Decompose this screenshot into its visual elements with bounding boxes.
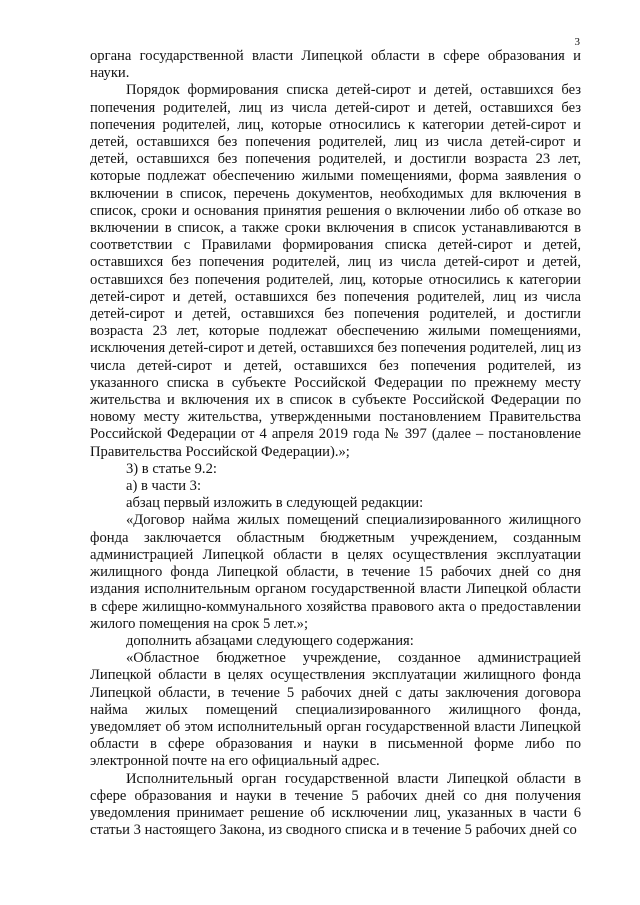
paragraph-exclusion: Исполнительный орган государственной власти Липецкой области в сфере образования и науки в течение 5 рабочих дней со дня получения уведомления принимает решение об исключении лиц, указанных в части 6 статьи 3 настоящего Закона, из сводного списка и в течение 5 рабочих дней со	[90, 770, 581, 839]
paragraph-notification: «Областное бюджетное учреждение, созданное администрацией Липецкой области в целях осуществления эксплуатации жилищного фонда Липецкой области, в течение 5 рабочих дней с даты заключения договора найма жилых помещений специализированного жилищного фонда, уведомляет об этом исполнительный орган государственной власти Липецкой области в сфере образования и науки в письменной форме либо по электронной почте на его официальный адрес.	[90, 650, 581, 770]
paragraph-continuation: органа государственной власти Липецкой области в сфере образования и науки.	[90, 48, 581, 82]
paragraph-procedure: Порядок формирования списка детей-сирот и детей, оставшихся без попечения родителей, лиц из числа детей-сирот и детей, оставшихся без попечения родителей, лиц, которые относились к категории детей-сирот и детей, оставшихся без попечения родителей, лиц из числа детей-сирот и детей, оставшихся без попечения родителей, и достигли возраста 23 лет, которые подлежат обеспечению жилыми помещениями, форма заявления о включении в список, перечень документов, необходимых для включения в список, сроки и основания принятия решения о включении либо об отказе во включении в список, а также сроки включения в список устанавливаются в соответствии с Правилами формирования списка детей-сирот и детей, оставшихся без попечения родителей, лиц из числа детей-сирот и детей, оставшихся без попечения родителей, лиц, которые относились к категории детей-сирот и детей, оставшихся без попечения родителей, лиц из числа детей-сирот и детей, оставшихся без попечения родителей, и достигли возраста 23 лет, которые подлежат обеспечению жилыми помещениями, исключения детей-сирот и детей, оставшихся без попечения родителей, лиц из числа детей-сирот и детей, оставшихся без попечения родителей, из указанного списка в субъекте Российской Федерации по прежнему месту жительства и включения их в список в субъекте Российской Федерации по новому месту жительства, утвержденными постановлением Правительства Российской Федерации от 4 апреля 2019 года № 397 (далее – постановление Правительства Российской Федерации).»;	[90, 82, 581, 460]
paragraph-contract: «Договор найма жилых помещений специализированного жилищного фонда заключается областным бюджетным учреждением, созданным администрацией Липецкой области в целях осуществления эксплуатации жилищного фонда Липецкой области, в течение 15 рабочих дней со дня издания исполнительным органом государственной власти Липецкой области в сфере жилищно-коммунального хозяйства правового акта о предоставлении жилого помещения на срок 5 лет.»;	[90, 512, 581, 632]
paragraph-item-3: 3) в статье 9.2:	[126, 460, 217, 477]
page-number: 3	[574, 36, 580, 48]
document-body	[90, 48, 581, 839]
paragraph-first-abzac: абзац первый изложить в следующей редакции:	[126, 495, 424, 512]
paragraph-subitem-a: а) в части 3:	[126, 478, 202, 495]
paragraph-supplement: дополнить абзацами следующего содержания:	[126, 632, 414, 649]
